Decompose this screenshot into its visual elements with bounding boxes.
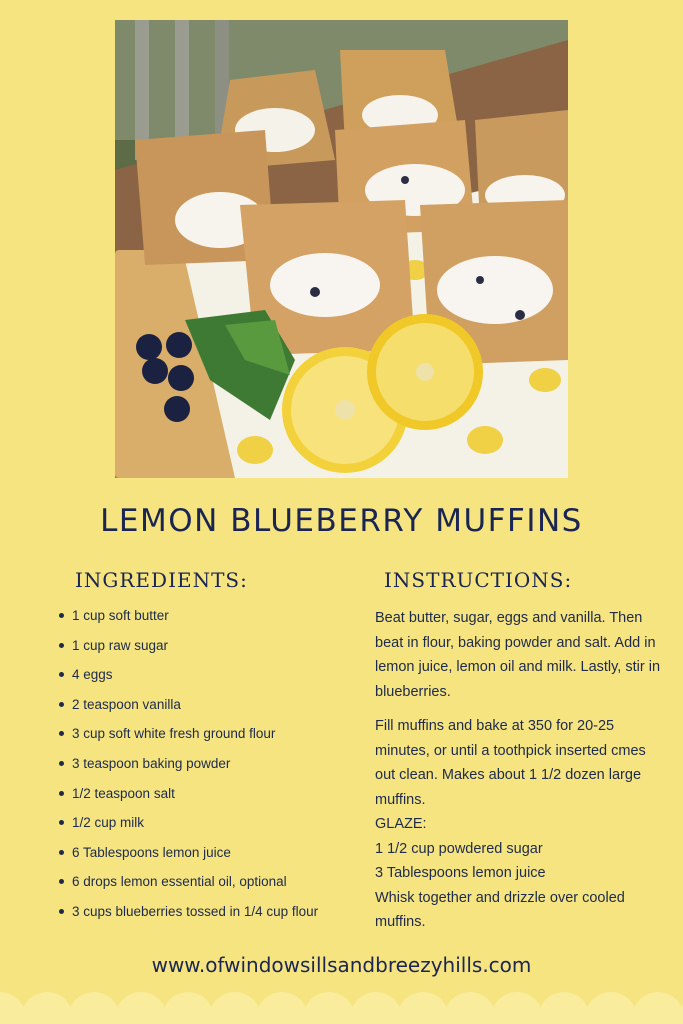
- website-link[interactable]: www.ofwindowsillsandbreezyhills.com: [151, 953, 532, 977]
- ingredient-item: 3 teaspoon baking powder: [58, 749, 320, 779]
- muffin-photo: [115, 20, 568, 478]
- ingredient-item: 6 Tablespoons lemon juice: [58, 838, 320, 868]
- instruction-step-2: Fill muffins and bake at 350 for 20-25 minutes, or until a toothpick inserted cmes out clean. Makes about 1 1/2 dozen large muffins.: [375, 718, 646, 808]
- glaze-heading: GLAZE:: [375, 816, 427, 832]
- glaze-line-3: Whisk together and drizzle over cooled muffins.: [375, 889, 625, 930]
- instructions-text: [375, 606, 660, 935]
- ingredient-item: 1/2 teaspoon salt: [58, 779, 320, 809]
- ingredient-item: 1 cup soft butter: [58, 601, 320, 631]
- ingredient-item: 1 cup raw sugar: [58, 631, 320, 661]
- ingredient-item: 3 cups blueberries tossed in 1/4 cup flour: [58, 897, 320, 927]
- ingredient-item: 6 drops lemon essential oil, optional: [58, 867, 320, 897]
- glaze-line-1: 1 1/2 cup powdered sugar: [375, 840, 543, 857]
- glaze-line-2: 3 Tablespoons lemon juice: [375, 865, 546, 881]
- ingredients-heading: INGREDIENTS:: [75, 568, 248, 592]
- ingredient-item: 1/2 cup milk: [58, 808, 320, 838]
- ingredient-item: 3 cup soft white fresh ground flour: [58, 719, 320, 749]
- ingredient-item: 4 eggs: [58, 660, 320, 690]
- recipe-title: LEMON BLUEBERRY MUFFINS: [100, 503, 583, 539]
- instruction-step-1: Beat butter, sugar, eggs and vanilla. Then beat in flour, baking powder and salt. Add in lemon juice, lemon oil and milk. Lastly, stir in blueberries.: [375, 610, 661, 700]
- instructions-heading: INSTRUCTIONS:: [384, 568, 573, 592]
- ingredient-item: 2 teaspoon vanilla: [58, 690, 320, 720]
- scalloped-border: [0, 982, 683, 1024]
- ingredients-list: [58, 601, 320, 927]
